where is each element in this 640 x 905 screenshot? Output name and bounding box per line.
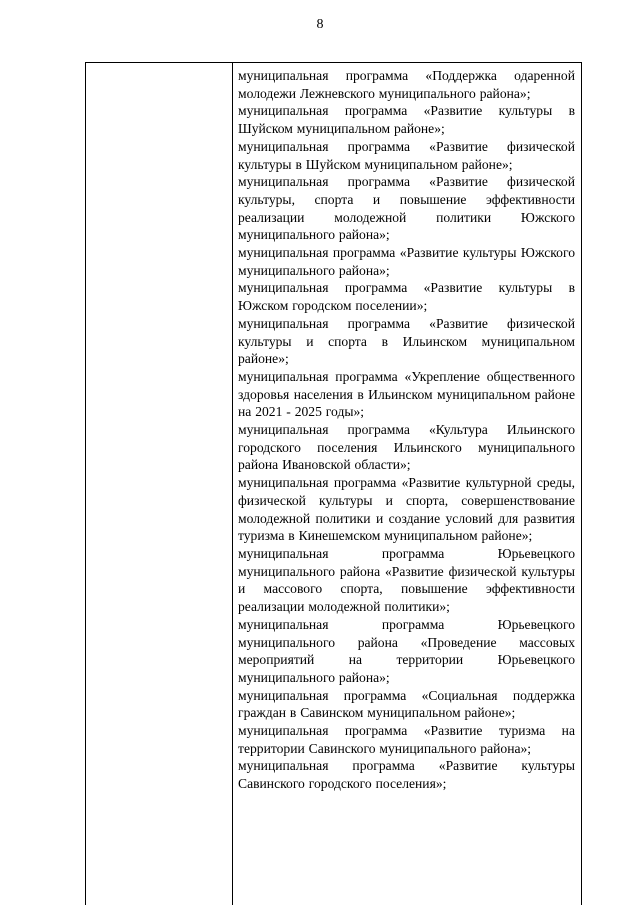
program-item: муниципальная программа «Развитие физической культуры, спорта и повышение эффективности реализации молодежной политики Южского муниципального района»; bbox=[238, 174, 575, 243]
program-item: муниципальная программа «Культура Ильинского городского поселения Ильинского муниципального района Ивановской области»; bbox=[238, 422, 575, 473]
program-item: муниципальная программа «Развитие физической культуры в Шуйском муниципальном районе»; bbox=[238, 138, 575, 172]
program-item: муниципальная программа «Социальная поддержка граждан в Савинском муниципальном районе»; bbox=[238, 687, 575, 721]
table-cell-programs bbox=[233, 63, 581, 905]
program-item: муниципальная программа Юрьевецкого муниципального района «Проведение массовых мероприятий на территории Юрьевецкого муниципального района»; bbox=[238, 616, 575, 685]
program-item: муниципальная программа Юрьевецкого муниципального района «Развитие физической культуры и массового спорта, повышение эффективности реализации молодежной политики»; bbox=[238, 545, 575, 615]
program-item: муниципальная программа «Развитие культурной среды, физической культуры и спорта, совершенствование молодежной политики и создание условий для развития туризма в Кинешемском муниципальном районе»; bbox=[238, 475, 575, 544]
program-item: муниципальная программа «Развитие физической культуры и спорта в Ильинском муниципальном районе»; bbox=[238, 315, 575, 367]
program-item: муниципальная программа «Развитие туризма на территории Савинского муниципального района»; bbox=[238, 723, 575, 756]
program-item: муниципальная программа «Развитие культуры Южского муниципального района»; bbox=[238, 245, 575, 278]
table-cell-left-empty bbox=[86, 63, 233, 905]
page-number: 8 bbox=[316, 17, 324, 32]
program-item: муниципальная программа «Развитие культуры в Шуйском муниципальном районе»; bbox=[238, 103, 575, 137]
program-item: муниципальная программа «Укрепление общественного здоровья населения в Ильинском муниципальном районе на 2021 - 2025 годы»; bbox=[238, 368, 575, 420]
program-item: муниципальная программа «Развитие культуры в Южском городском поселении»; bbox=[238, 280, 575, 314]
program-item: муниципальная программа «Развитие культуры Савинского городского поселения»; bbox=[238, 758, 575, 792]
program-item: муниципальная программа «Поддержка одаренной молодежи Лежневского муниципального района»; bbox=[238, 68, 575, 101]
programs-table bbox=[85, 62, 582, 905]
